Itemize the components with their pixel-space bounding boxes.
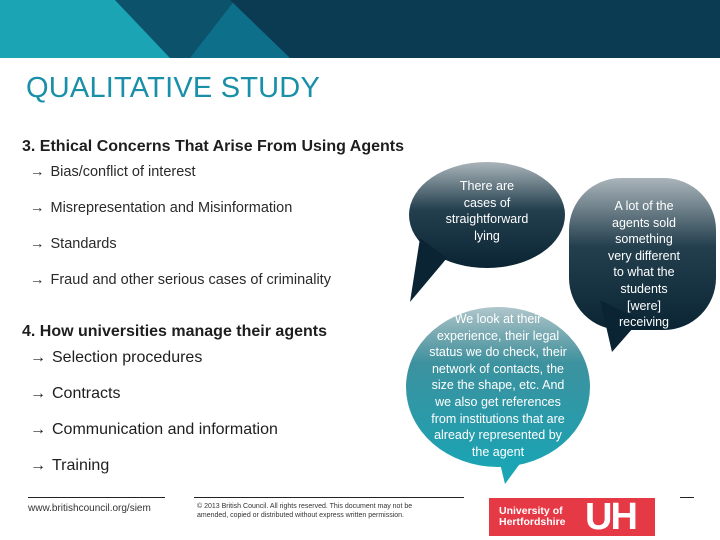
footer-divider — [28, 497, 165, 498]
arrow-icon: → — [30, 421, 46, 438]
list-item: → Training — [30, 457, 110, 474]
arrow-icon: → — [30, 272, 45, 288]
arrow-icon: → — [30, 236, 45, 252]
section-3-heading: 3. Ethical Concerns That Arise From Using Agents — [22, 138, 404, 155]
list-item: → Contracts — [30, 385, 121, 402]
list-item: → Misrepresentation and Misinformation — [30, 200, 293, 216]
bubble-lying-text: There are cases of straightforward lying — [445, 179, 529, 243]
arrow-icon: → — [30, 385, 46, 402]
list-item: → Selection procedures — [30, 349, 203, 366]
section-4-heading: 4. How universities manage their agents — [22, 323, 327, 340]
arrow-icon: → — [30, 349, 46, 366]
footer-divider — [194, 497, 464, 498]
arrow-icon: → — [30, 164, 45, 180]
bubble-references-text: We look at their experience, their legal status we do check, their network of contacts, the size the shape, etc. And we also get references from institutions that are already represented by the agent — [429, 312, 567, 459]
arrow-icon: → — [30, 457, 46, 474]
university-logo — [489, 498, 655, 536]
list-item: → Fraud and other serious cases of criminality — [30, 272, 331, 288]
footer-divider — [680, 497, 694, 498]
university-logo-mark: UH — [585, 496, 636, 538]
university-name: University of Hertfordshire — [499, 505, 566, 528]
slide-title: QUALITATIVE STUDY — [26, 72, 320, 104]
footer-url[interactable]: www.britishcouncil.org/siem — [28, 503, 151, 514]
list-item: → Standards — [30, 236, 117, 252]
footer-copyright: © 2013 British Council. All rights reserved. This document may not be amended, copied or distributed without express written permission. — [197, 503, 413, 519]
arrow-icon: → — [30, 200, 45, 216]
list-item: → Communication and information — [30, 421, 278, 438]
list-item: → Bias/conflict of interest — [30, 164, 196, 180]
bubble-sold-different-text: A lot of the agents sold something very different to what the students [were] receiving — [607, 199, 681, 330]
